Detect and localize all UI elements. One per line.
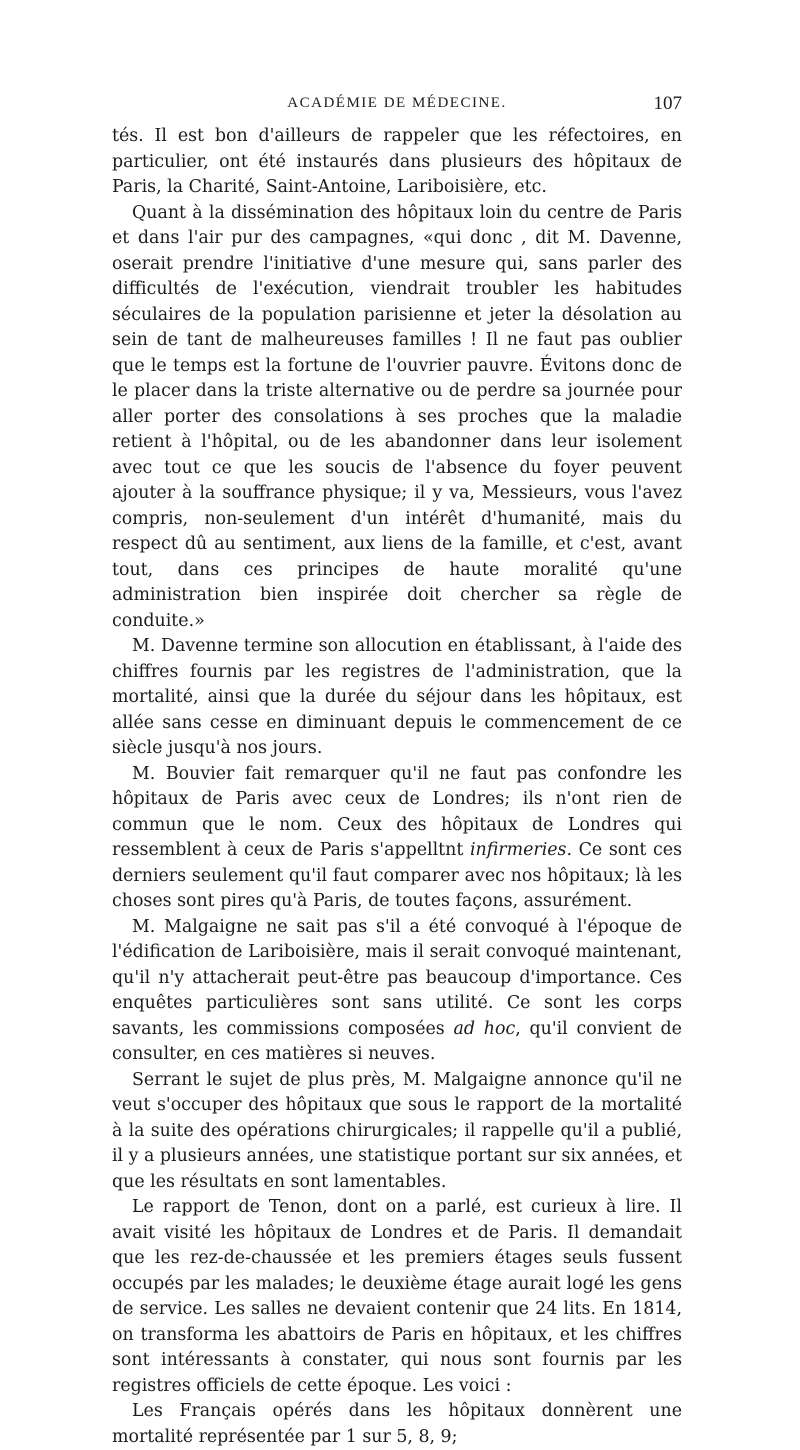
paragraph-4-text-a: M. Bouvier fait remarquer qu'il ne faut pas confondre les hôpitaux de Paris avec ceux de Londres; ils n'ont rien de commun que le nom. Ceux des hôpitaux de Londres qui ressemblent à ceux de Paris s'appelltnt xyxy=(112,763,682,860)
body-text xyxy=(112,124,682,1450)
paragraph-8: Les Français opérés dans les hôpitaux donnèrent une mortalité représentée par 1 sur 5, 8, 9; xyxy=(112,1401,682,1447)
running-title: ACADÉMIE DE MÉDECINE. xyxy=(287,95,507,111)
paragraph-4 xyxy=(112,762,682,915)
paragraph-6: Serrant le sujet de plus près, M. Malgaigne annonce qu'il ne veut s'occuper des hôpitaux que sous le rapport de la mortalité à la suite des opérations chirurgicales; il rappelle qu'il a publié, il y a plusieurs années, une statistique portant sur six années, et que les résultats en sont lamentables. xyxy=(112,1069,682,1192)
paragraph-1: tés. Il est bon d'ailleurs de rappeler que les réfectoires, en particulier, ont été instaurés dans plusieurs des hôpitaux de Paris, la Charité, Saint-Antoine, Lariboisière, etc. xyxy=(112,126,682,197)
running-head xyxy=(112,93,682,115)
page-number: 107 xyxy=(653,93,682,114)
paragraph-5-text-a: M. Malgaigne ne sait pas s'il a été convoqué à l'époque de l'édification de Lariboisière, mais il serait convoqué maintenant, qu'il n'y attacherait peut-être pas beaucoup d'importance. Ces enquêtes particulières sont sans utilité. Ce sont les corps savants, les commissions composées xyxy=(112,916,682,1039)
paragraph-7: Le rapport de Tenon, dont on a parlé, est curieux à lire. Il avait visité les hôpitaux de Londres et de Paris. Il demandait que les rez-de-chaussée et les premiers étages seuls fussent occupés par les malades; le deuxième étage aurait logé les gens de service. Les salles ne devaient contenir que 24 lits. En 1814, on transforma les abattoirs de Paris en hôpitaux, et les chiffres sont intéressants à constater, qui nous sont fournis par les registres officiels de cette époque. Les voici : xyxy=(112,1197,682,1396)
italic-term-infirmeries: infirmeries. xyxy=(469,840,573,860)
paragraph-5 xyxy=(112,915,682,1068)
paragraph-4-text-b: Ce sont ces derniers seulement qu'il faut comparer avec nos hôpitaux; là les choses sont pires qu'à Paris, de toutes façons, assurément. xyxy=(112,840,682,911)
paragraph-2: Quant à la dissémination des hôpitaux loin du centre de Paris et dans l'air pur des campagnes, «qui donc , dit M. Davenne, oserait prendre l'initiative d'une mesure qui, sans parler des difficultés de l'exécution, viendrait troubler les habitudes séculaires de la population parisienne et jeter la désolation au sein de tant de malheureuses familles ! Il ne faut pas oublier que le temps est la fortune de l'ouvrier pauvre. Évitons donc de le placer dans la triste alternative ou de perdre sa journée pour aller porter des consolations à ses proches que la maladie retient à l'hôpital, ou de les abandonner dans leur isolement avec tout ce que les soucis de l'absence du foyer peuvent ajouter à la souffrance physique; il y va, Messieurs, vous l'avez compris, non-seulement d'un intérêt d'humanité, mais du respect dû au sentiment, aux liens de la famille, et c'est, avant tout, dans ces principes de haute moralité qu'une administration bien inspirée doit chercher sa règle de conduite.» xyxy=(112,202,682,631)
italic-term-ad-hoc: ad hoc xyxy=(453,1018,516,1039)
paragraph-5-text-b: , qu'il convient de consulter, en ces matières si neuves. xyxy=(112,1018,682,1064)
paragraph-3: M. Davenne termine son allocution en établissant, à l'aide des chiffres fournis par les registres de l'administration, que la mortalité, ainsi que la durée du séjour dans les hôpitaux, est allée sans cesse en diminuant depuis le commencement de ce siècle jusqu'à nos jours. xyxy=(112,636,682,758)
